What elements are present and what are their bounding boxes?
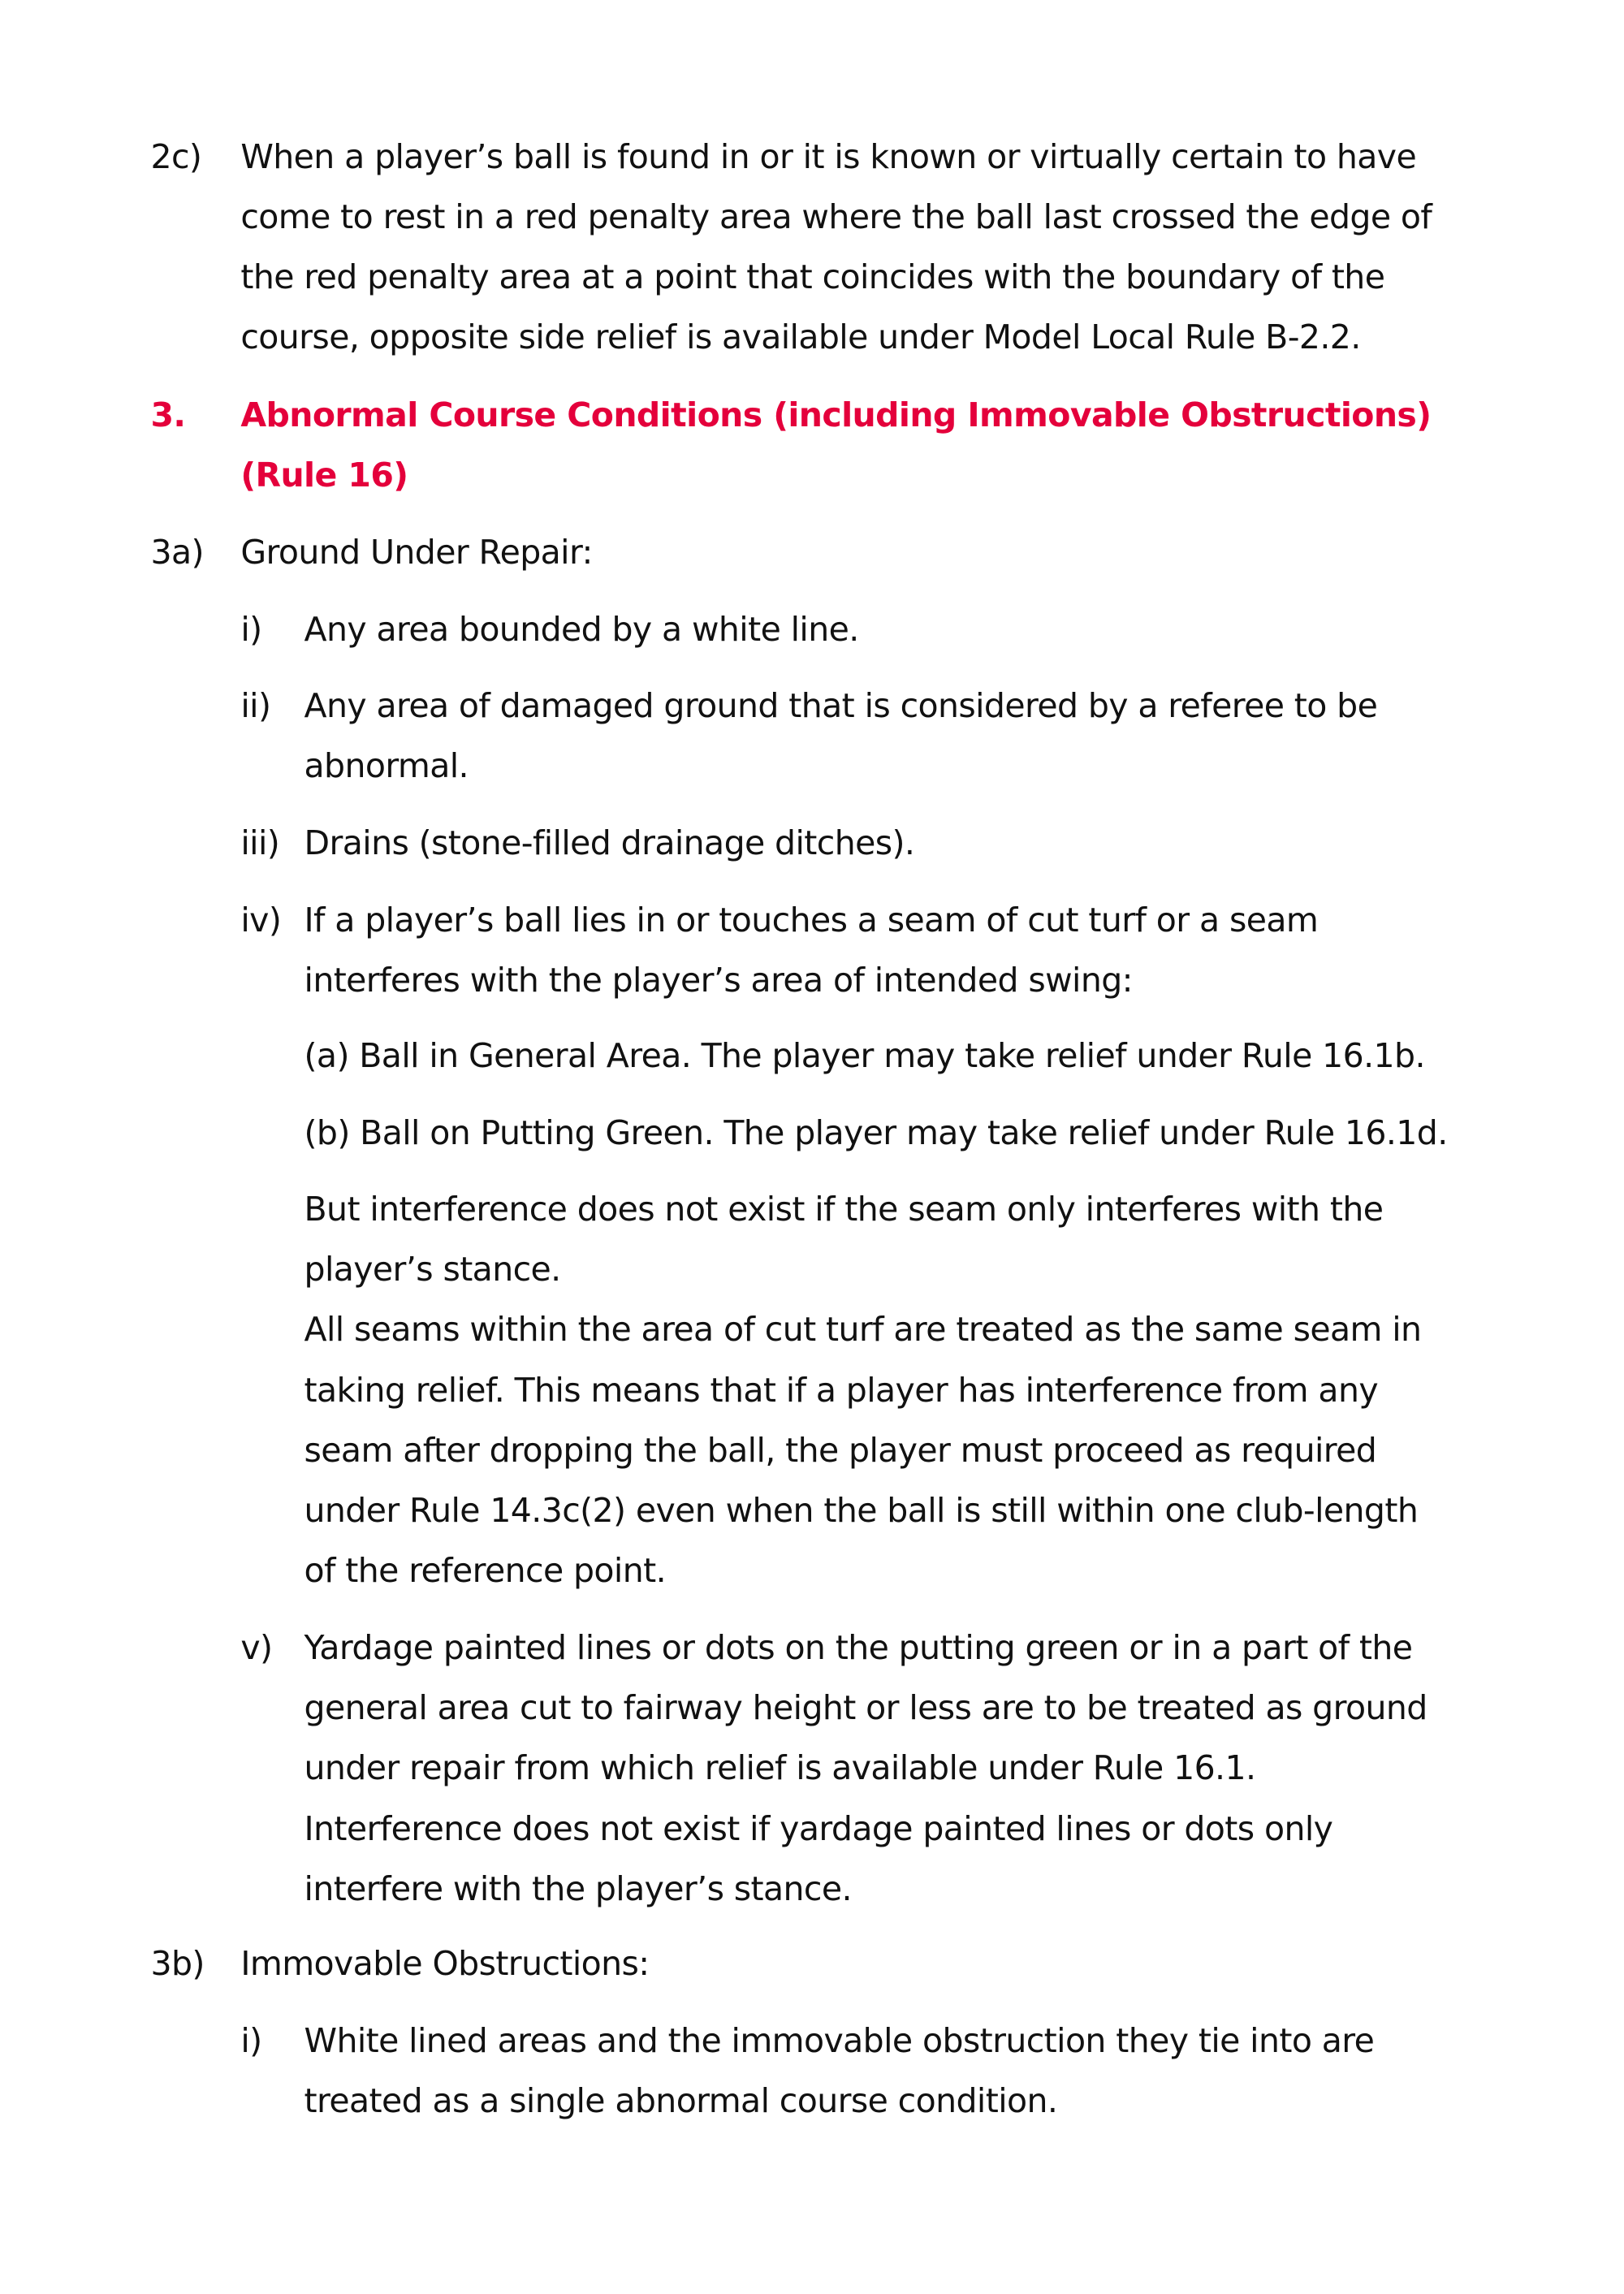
paragraph-line: under Rule 14.3c(2) even when the ball is still within one club-length <box>304 1491 1419 1530</box>
item-label: i) <box>240 609 262 649</box>
item-label: iv) <box>240 900 282 940</box>
paragraph-line: general area cut to fairway height or less are to be treated as ground <box>304 1688 1427 1728</box>
paragraph-line: Interference does not exist if yardage painted lines or dots only <box>304 1808 1333 1848</box>
paragraph-line: interferes with the player’s area of intended swing: <box>304 960 1133 1000</box>
paragraph-line: the red penalty area at a point that coincides with the boundary of the <box>240 257 1385 297</box>
section-heading-line: (Rule 16) <box>240 456 408 495</box>
section-number: 3. <box>150 395 186 434</box>
item-label: i) <box>240 2020 262 2060</box>
paragraph-line: course, opposite side relief is available under Model Local Rule B-2.2. <box>240 318 1361 357</box>
paragraph-line: White lined areas and the immovable obstruction they tie into are <box>304 2020 1375 2060</box>
paragraph-line: If a player’s ball lies in or touches a seam of cut turf or a seam <box>304 900 1319 940</box>
item-label: 3b) <box>150 1944 205 1984</box>
item-label: iii) <box>240 823 280 863</box>
paragraph-line: seam after dropping the ball, the player must proceed as required <box>304 1430 1377 1470</box>
paragraph-line: Drains (stone-filled drainage ditches). <box>304 823 915 863</box>
paragraph-line: Immovable Obstructions: <box>240 1944 650 1984</box>
paragraph-line: of the reference point. <box>304 1551 666 1591</box>
section-heading-line: Abnormal Course Conditions (including Immovable Obstructions) <box>240 395 1432 434</box>
item-label: v) <box>240 1628 273 1668</box>
paragraph-line: All seams within the area of cut turf are treated as the same seam in <box>304 1310 1422 1350</box>
paragraph-line: player’s stance. <box>304 1250 561 1290</box>
paragraph-line: under repair from which relief is available under Rule 16.1. <box>304 1748 1256 1788</box>
paragraph-line: (a) Ball in General Area. The player may take relief under Rule 16.1b. <box>304 1036 1425 1075</box>
paragraph-line: abnormal. <box>304 746 469 786</box>
paragraph-line: treated as a single abnormal course condition. <box>304 2080 1058 2120</box>
paragraph-line: interfere with the player’s stance. <box>304 1868 852 1908</box>
item-label: 3a) <box>150 533 204 572</box>
paragraph-line: When a player’s ball is found in or it is known or virtually certain to have <box>240 136 1417 176</box>
item-label: 2c) <box>150 136 202 176</box>
paragraph-line: (b) Ball on Putting Green. The player may take relief under Rule 16.1d. <box>304 1112 1448 1152</box>
paragraph-line: But interference does not exist if the seam only interferes with the <box>304 1190 1384 1229</box>
paragraph-line: Any area bounded by a white line. <box>304 609 859 649</box>
paragraph-line: Ground Under Repair: <box>240 533 593 572</box>
paragraph-line: come to rest in a red penalty area where the ball last crossed the edge of <box>240 197 1432 236</box>
item-label: ii) <box>240 686 271 726</box>
paragraph-line: Yardage painted lines or dots on the putting green or in a part of the <box>304 1628 1413 1668</box>
paragraph-line: Any area of damaged ground that is considered by a referee to be <box>304 686 1378 726</box>
paragraph-line: taking relief. This means that if a player has interference from any <box>304 1370 1379 1410</box>
